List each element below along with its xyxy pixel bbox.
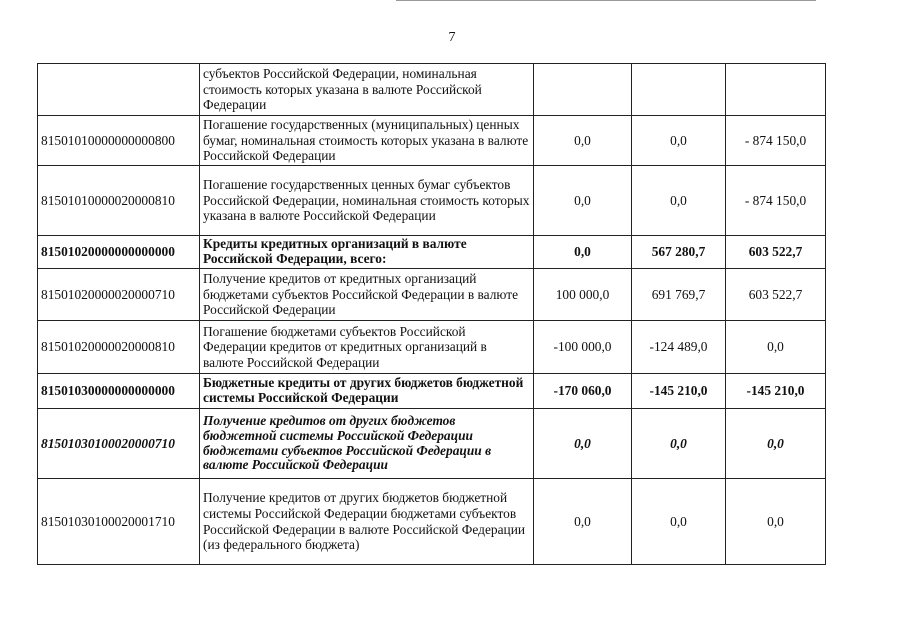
value-cell-1: -170 060,0 <box>534 374 632 409</box>
value-cell-1 <box>534 64 632 116</box>
value-cell-2: -145 210,0 <box>632 374 726 409</box>
value-cell-1: 0,0 <box>534 479 632 565</box>
value-cell-1: 0,0 <box>534 116 632 166</box>
value-cell-1: 0,0 <box>534 409 632 479</box>
value-cell-3: 0,0 <box>726 409 826 479</box>
value-cell-2: 567 280,7 <box>632 236 726 269</box>
budget-code: 81501010000000000800 <box>38 116 200 166</box>
value-cell-3: -145 210,0 <box>726 374 826 409</box>
value-cell-3: 0,0 <box>726 479 826 565</box>
value-cell-3: - 874 150,0 <box>726 116 826 166</box>
value-cell-2: 0,0 <box>632 116 726 166</box>
value-cell-3: 603 522,7 <box>726 269 826 321</box>
item-name: Погашение государственных ценных бумаг субъектов Российской Федерации, номинальная стоимость которых указана в валюте Российской Федерации <box>200 166 534 236</box>
table-row <box>38 64 826 116</box>
item-name: Погашение государственных (муниципальных) ценных бумаг, номинальная стоимость которых указана в валюте Российской Федерации <box>200 116 534 166</box>
value-cell-1: 0,0 <box>534 166 632 236</box>
value-cell-2: 691 769,7 <box>632 269 726 321</box>
budget-code: 81501030000000000000 <box>38 374 200 409</box>
item-name: Получение кредитов от других бюджетов бюджетной системы Российской Федерации бюджетами субъектов Российской Федерации в валюте Российской Федерации <box>200 409 534 479</box>
item-name: Получение кредитов от других бюджетов бюджетной системы Российской Федерации бюджетами субъектов Российской Федерации в валюте Российской Федерации (из федерального бюджета) <box>200 479 534 565</box>
value-cell-2 <box>632 64 726 116</box>
budget-code: 81501020000000000000 <box>38 236 200 269</box>
budget-code: 81501030100020000710 <box>38 409 200 479</box>
budget-code: 81501030100020001710 <box>38 479 200 565</box>
table-row-total <box>38 374 826 409</box>
value-cell-2: 0,0 <box>632 166 726 236</box>
budget-code: 81501020000020000710 <box>38 269 200 321</box>
item-name: Погашение бюджетами субъектов Российской Федерации кредитов от кредитных организаций в валюте Российской Федерации <box>200 321 534 374</box>
item-name: Бюджетные кредиты от других бюджетов бюджетной системы Российской Федерации <box>200 374 534 409</box>
value-cell-1: -100 000,0 <box>534 321 632 374</box>
table-row <box>38 479 826 565</box>
value-cell-3 <box>726 64 826 116</box>
table-row <box>38 166 826 236</box>
value-cell-1: 0,0 <box>534 236 632 269</box>
table-row <box>38 321 826 374</box>
budget-code: 81501010000020000810 <box>38 166 200 236</box>
item-name: Кредиты кредитных организаций в валюте Российской Федерации, всего: <box>200 236 534 269</box>
value-cell-3: 603 522,7 <box>726 236 826 269</box>
table-row <box>38 116 826 166</box>
value-cell-3: 0,0 <box>726 321 826 374</box>
value-cell-1: 100 000,0 <box>534 269 632 321</box>
value-cell-2: 0,0 <box>632 409 726 479</box>
budget-sources-table <box>37 63 826 565</box>
item-name: субъектов Российской Федерации, номинальная стоимость которых указана в валюте Российской Федерации <box>200 64 534 116</box>
value-cell-2: -124 489,0 <box>632 321 726 374</box>
table-row <box>38 269 826 321</box>
page-number: 7 <box>448 30 456 45</box>
table-row-total <box>38 236 826 269</box>
budget-code <box>38 64 200 116</box>
scan-edge-line <box>396 0 816 1</box>
item-name: Получение кредитов от кредитных организаций бюджетами субъектов Российской Федерации в валюте Российской Федерации <box>200 269 534 321</box>
budget-code: 81501020000020000810 <box>38 321 200 374</box>
value-cell-2: 0,0 <box>632 479 726 565</box>
value-cell-3: - 874 150,0 <box>726 166 826 236</box>
table-row-subtotal <box>38 409 826 479</box>
